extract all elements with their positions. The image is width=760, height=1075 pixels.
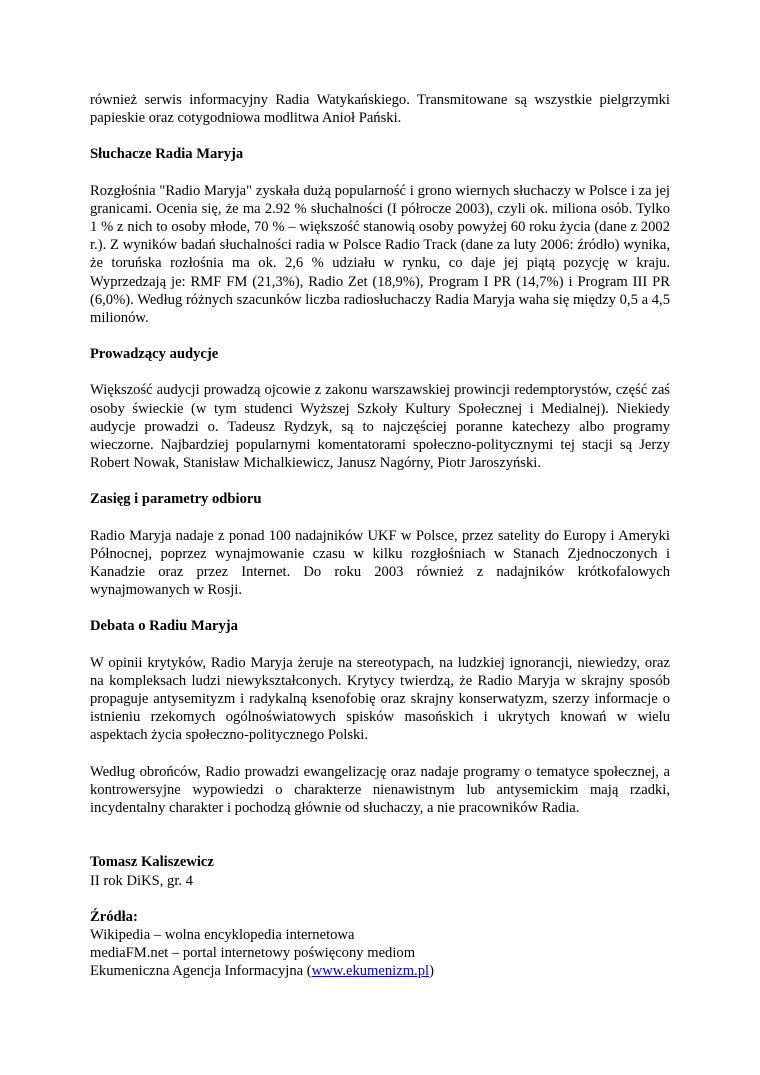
coverage-paragraph: Radio Maryja nadaje z ponad 100 nadajników UKF w Polsce, przez satelity do Europy i Ameryki Północnej, poprzez wynajmowanie czasu w kilku rozgłośniach w Stanach Zjednoczonych i Kanadzie oraz przez Internet. Do roku 2003 również z nadajników krótkofalowych wynajmowanych w Rosji. (90, 527, 670, 599)
author-name: Tomasz Kaliszewicz (90, 854, 214, 871)
hosts-paragraph: Większość audycji prowadzą ojcowie z zakonu warszawskiej prowincji redemptorystów, część zaś osoby świeckie (w tym studenci Wyższej Szkoły Kultury Społecznej i Medialnej). Niekiedy audycje prowadzi o. Tadeusz Rydzyk, są to najczęściej poranne katechezy albo programy wieczorne. Najbardziej popularnymi komentatorami społeczno-politycznymi tej stacji są Jerzy Robert Nowak, Stanisław Michalkiewicz, Janusz Nagórny, Piotr Jaroszyński. (90, 382, 670, 472)
source-item: mediaFM.net – portal internetowy poświęcony mediom (90, 945, 416, 962)
ekumenizm-link[interactable]: www.ekumenizm.pl (311, 963, 430, 980)
debate-paragraph-defenders: Według obrońców, Radio prowadzi ewangelizację oraz nadaje programy o tematyce społecznej, a kontrowersyjne wypowiedzi o charakterze nienawistnym lub antysemickim mają rzadki, incydentalny charakter i pochodzą głównie od słuchaczy, a nie pracowników Radia. (90, 763, 670, 817)
debate-paragraph-critics: W opinii krytyków, Radio Maryja żeruje na stereotypach, na ludzkiej ignorancji, niewiedzy, oraz na kompleksach ludzi niewykształconych. Krytycy twierdzą, że Radio Maryja w skrajny sposób propaguje antysemityzm i radykalną ksenofobię oraz skrajny konserwatyzm, szerzy informacje o istnieniu rzekomych ogólnoświatowych spisków masońskich i ukrytych knowań w wielu aspektach życia społeczno-politycznego Polski. (90, 654, 670, 744)
author-info: II rok DiKS, gr. 4 (90, 872, 193, 889)
section-heading-coverage: Zasięg i parametry odbioru (90, 491, 262, 508)
section-heading-debate: Debata o Radiu Maryja (90, 618, 238, 635)
sources-heading: Źródła: (90, 908, 138, 925)
source-item-ekumenizm (90, 962, 670, 980)
listeners-paragraph: Rozgłośnia "Radio Maryja" zyskała dużą popularność i grono wiernych słuchaczy w Polsce i za jej granicami. Ocenia się, że ma 2.92 % słuchalności (I półrocze 2003), czyli ok. miliona osób. Tylko 1 % z nich to osoby młode, 70 % – większość stanowią osoby powyżej 60 roku życia (dane z 2002 r.). Z wyników badań słuchalności radia w Polsce Radio Track (dane za luty 2006: źródło) wynika, że toruńska rozłośnia ma ok. 2,6 % udziału w rynku, co daje jej piątą pozycję w kraju. Wyprzedzają je: RMF FM (21,3%), Radio Zet (18,9%), Program I PR (14,7%) i Program III PR (6,0%). Według różnych szacunków liczba radiosłuchaczy Radia Maryja waha się między 0,5 a 4,5 milionów. (90, 182, 670, 327)
source-item: Wikipedia – wolna encyklopedia internetowa (90, 926, 355, 943)
intro-paragraph: również serwis informacyjny Radia Watykańskiego. Transmitowane są wszystkie pielgrzymki papieskie oraz cotygodniowa modlitwa Anioł Pański. (90, 92, 670, 127)
document-page (90, 91, 670, 981)
section-heading-hosts: Prowadzący audycje (90, 346, 219, 363)
source-item-closing: ) (429, 963, 434, 980)
section-heading-listeners: Słuchacze Radia Maryja (90, 146, 244, 163)
source-item-label: Ekumeniczna Agencja Informacyjna ( (90, 963, 312, 980)
